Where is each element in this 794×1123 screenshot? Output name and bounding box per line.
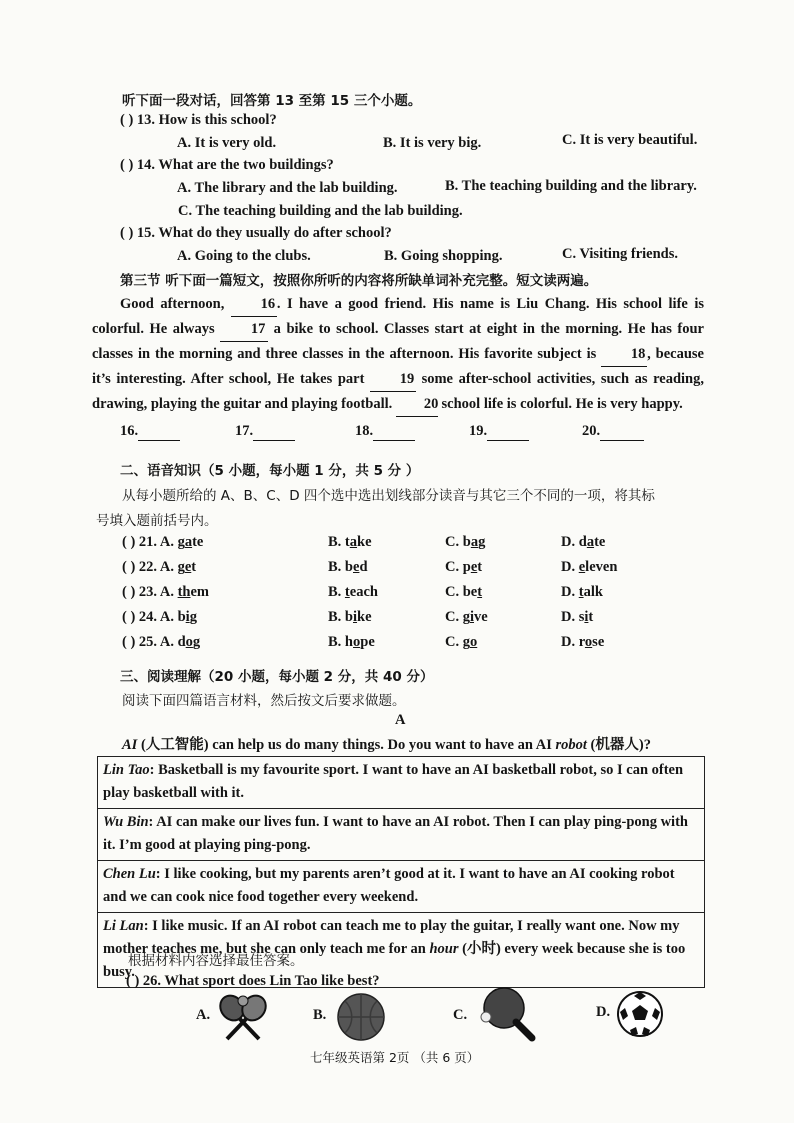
underlined-letters: i [469, 609, 475, 625]
option-label: C. [445, 609, 463, 625]
passage-intro [122, 736, 651, 754]
entry-hour: hour [429, 941, 459, 957]
option-label: ( ) 25. A. [122, 634, 178, 650]
blank-20[interactable]: 20 [396, 392, 438, 417]
passage-text: school life is colorful. He is very happy. [441, 396, 683, 412]
option-label: B. [328, 584, 345, 600]
tennis-rackets-icon [212, 993, 274, 1043]
option-label: B. [328, 559, 345, 575]
phonics-q25-option-a [122, 633, 200, 651]
entry-name: Lin Tao [103, 762, 150, 778]
option-word: gate [177, 534, 204, 550]
listen-instruction: 听下面一段对话，回答第 13 至第 15 三个小题。 [122, 93, 422, 109]
phonics-title: 二、语音知识（5 小题，每小题 1 分，共 5 分 ） [120, 463, 420, 479]
phonics-q23-option-a [122, 583, 209, 601]
intro-ai: AI [122, 737, 138, 753]
option-label: D. [561, 584, 579, 600]
phonics-q21-option-c [445, 533, 485, 551]
phonics-q22-option-d [561, 558, 617, 576]
entry-wu-bin [98, 809, 704, 861]
q13-option-c: C. It is very beautiful. [562, 132, 698, 148]
blank-16[interactable]: 16 [231, 292, 277, 317]
basketball-icon [336, 992, 386, 1042]
question-13: ( ) 13. How is this school? [120, 112, 277, 128]
option-word: dog [177, 634, 201, 650]
option-label: ( ) 21. A. [122, 534, 178, 550]
cloze-passage [92, 292, 704, 417]
option-a-label: A. [196, 1007, 211, 1023]
underlined-letters: a [184, 534, 193, 550]
entry-text: : I like cooking, but my parents aren’t good at it. I want to have an AI cooking robot and we can cook nice food together every weekend. [103, 866, 675, 905]
intro-text: (人工智能) can help us do many things. Do you want to have an AI [137, 737, 556, 753]
option-word: give [462, 609, 488, 625]
q14-option-a: A. The library and the lab building. [177, 180, 398, 196]
phonics-instruction: 从每小题所给的 A、B、C、D 四个选中选出划线部分读音与其它三个不同的一项，将其标 [122, 488, 655, 504]
option-word: talk [578, 584, 603, 600]
option-label: B. [328, 634, 345, 650]
underlined-letters: o [584, 634, 593, 650]
phonics-q23-option-c [445, 583, 482, 601]
underlined-letters: e [470, 559, 478, 575]
phonics-q25-option-d [561, 633, 604, 651]
underlined-letters: e [184, 559, 192, 575]
option-word: big [177, 609, 197, 625]
option-label: ( ) 24. A. [122, 609, 178, 625]
answer-label: 20. [582, 423, 601, 439]
phonics-q21-option-a [122, 533, 203, 551]
answer-16[interactable] [120, 422, 180, 441]
q13-option-a: A. It is very old. [177, 135, 277, 151]
q14-option-c: C. The teaching building and the lab building. [178, 203, 463, 219]
football-icon [616, 990, 664, 1038]
entry-text: : Basketball is my favourite sport. I want to have an AI basketball robot, so I can often play basketball with it. [103, 762, 684, 801]
phonics-q24-option-d [561, 608, 593, 626]
section3-heading: 第三节 听下面一篇短文，按照你所听的内容将所缺单词补充完整。短文读两遍。 [120, 273, 598, 289]
option-label: ( ) 22. A. [122, 559, 178, 575]
intro-robot: robot [555, 737, 587, 753]
phonics-q23-option-d [561, 583, 603, 601]
question-26: ( ) 26. What sport does Lin Tao like best? [126, 973, 380, 989]
option-word: eleven [578, 559, 618, 575]
option-label: D. [561, 534, 579, 550]
blank-18[interactable]: 18 [601, 342, 647, 367]
q15-option-b: B. Going shopping. [384, 248, 503, 264]
underlined-letters: e [578, 559, 586, 575]
option-word: sit [578, 609, 594, 625]
phonics-q24-option-c [445, 608, 488, 626]
option-label: D. [561, 609, 579, 625]
underlined-letters: i [584, 609, 589, 625]
underlined-letters: o [469, 634, 478, 650]
option-word: teach [344, 584, 378, 600]
option-b-label: B. [313, 1007, 327, 1023]
entry-lin-tao [98, 757, 704, 809]
option-word: bag [462, 534, 486, 550]
option-word: pet [462, 559, 483, 575]
option-word: get [177, 559, 197, 575]
option-label: D. [561, 634, 579, 650]
ping-pong-paddle-icon [476, 986, 538, 1044]
phonics-instruction: 号填入题前括号内。 [96, 513, 218, 529]
answer-20[interactable] [582, 422, 644, 441]
answer-label: 18. [355, 423, 374, 439]
entry-name: Li Lan [103, 918, 144, 934]
underlined-letters: o [353, 634, 361, 650]
answer-19[interactable] [469, 422, 529, 441]
phonics-q24-option-b [328, 608, 372, 626]
intro-text: (机器人)? [586, 737, 651, 753]
underlined-letters: i [353, 609, 358, 625]
option-word: hope [344, 634, 375, 650]
underlined-letters: i [185, 609, 190, 625]
reading-instruction: 阅读下面四篇语言材料，然后按文后要求做题。 [122, 693, 406, 709]
underlined-letters: a [349, 534, 358, 550]
passage-text: a bike to school. Classes start at eight in the morning. He has four classes in the morning and three classes in the afternoon. His favorite subject is [92, 321, 704, 362]
question-15: ( ) 15. What do they usually do after school? [120, 225, 392, 241]
phonics-q25-option-c [445, 633, 477, 651]
reading-title: 三、阅读理解（20 小题，每小题 2 分，共 40 分） [120, 669, 434, 685]
option-word: them [177, 584, 210, 600]
option-label: B. [328, 609, 345, 625]
phonics-q21-option-b [328, 533, 372, 551]
option-label: D. [561, 559, 579, 575]
option-word: bed [344, 559, 368, 575]
q15-option-a: A. Going to the clubs. [177, 248, 311, 264]
option-word: take [344, 534, 372, 550]
underlined-letters: a [470, 534, 479, 550]
underlined-letters: t [344, 584, 350, 600]
option-label: C. [445, 559, 463, 575]
underlined-letters: e [353, 559, 360, 575]
blank-19[interactable]: 19 [370, 367, 416, 392]
underlined-letters: a [586, 534, 595, 550]
passage-text: Good afternoon, [120, 296, 225, 312]
option-label: C. [445, 534, 463, 550]
underlined-letters: o [185, 634, 193, 650]
phonics-q23-option-b [328, 583, 378, 601]
option-label: C. [445, 634, 463, 650]
answer-17[interactable] [235, 422, 295, 441]
underlined-letters: t [477, 584, 483, 600]
phonics-q22-option-c [445, 558, 482, 576]
entry-name: Wu Bin [103, 814, 149, 830]
page-footer: 七年级英语第 2页 （共 6 页） [310, 1050, 480, 1065]
answer-label: 16. [120, 423, 139, 439]
entry-chen-lu [98, 861, 704, 913]
phonics-q25-option-b [328, 633, 375, 651]
phonics-q24-option-a [122, 608, 197, 626]
answer-label: 17. [235, 423, 254, 439]
option-c-label: C. [453, 1007, 468, 1023]
entry-text: : I like music. If an AI robot can teach me to play the guitar, I really want one. Now my mother teaches me, but she can only teach me for an [103, 918, 680, 957]
option-word: rose [578, 634, 605, 650]
option-word: date [578, 534, 606, 550]
answer-label: 19. [469, 423, 488, 439]
entry-text: (小时) every week because she is too busy. [103, 941, 686, 980]
answer-18[interactable] [355, 422, 415, 441]
underlined-letters: th [177, 584, 191, 600]
option-label: B. [328, 534, 345, 550]
option-word: bet [462, 584, 483, 600]
q15-option-c: C. Visiting friends. [562, 246, 679, 262]
option-label: C. [445, 584, 463, 600]
phonics-q22-option-b [328, 558, 368, 576]
option-d-label: D. [596, 1004, 611, 1020]
entry-text: : AI can make our lives fun. I want to have an AI robot. Then I can play ping-pong with it. I’m good at playing ping-pong. [103, 814, 688, 853]
blank-17[interactable]: 17 [220, 317, 268, 342]
phonics-q21-option-d [561, 533, 605, 551]
option-word: go [462, 634, 478, 650]
underlined-letters: t [578, 584, 584, 600]
passage-text: , because it’s interesting. After school, He takes part [92, 346, 704, 387]
q14-option-b: B. The teaching building and the library. [445, 178, 697, 194]
q13-option-b: B. It is very big. [383, 135, 482, 151]
option-word: bike [344, 609, 372, 625]
choose-instruction: 根据材料内容选择最佳答案。 [128, 953, 304, 969]
question-14: ( ) 14. What are the two buildings? [120, 157, 334, 173]
passage-text: some after-school activities, such as reading, drawing, playing the guitar and playing football. [92, 371, 704, 412]
passage-text: . I have a good friend. His name is Liu Chang. His school life is colorful. He always [92, 296, 704, 337]
option-label: ( ) 23. A. [122, 584, 178, 600]
phonics-q22-option-a [122, 558, 196, 576]
entry-name: Chen Lu [103, 866, 156, 882]
passage-label: A [395, 712, 406, 728]
